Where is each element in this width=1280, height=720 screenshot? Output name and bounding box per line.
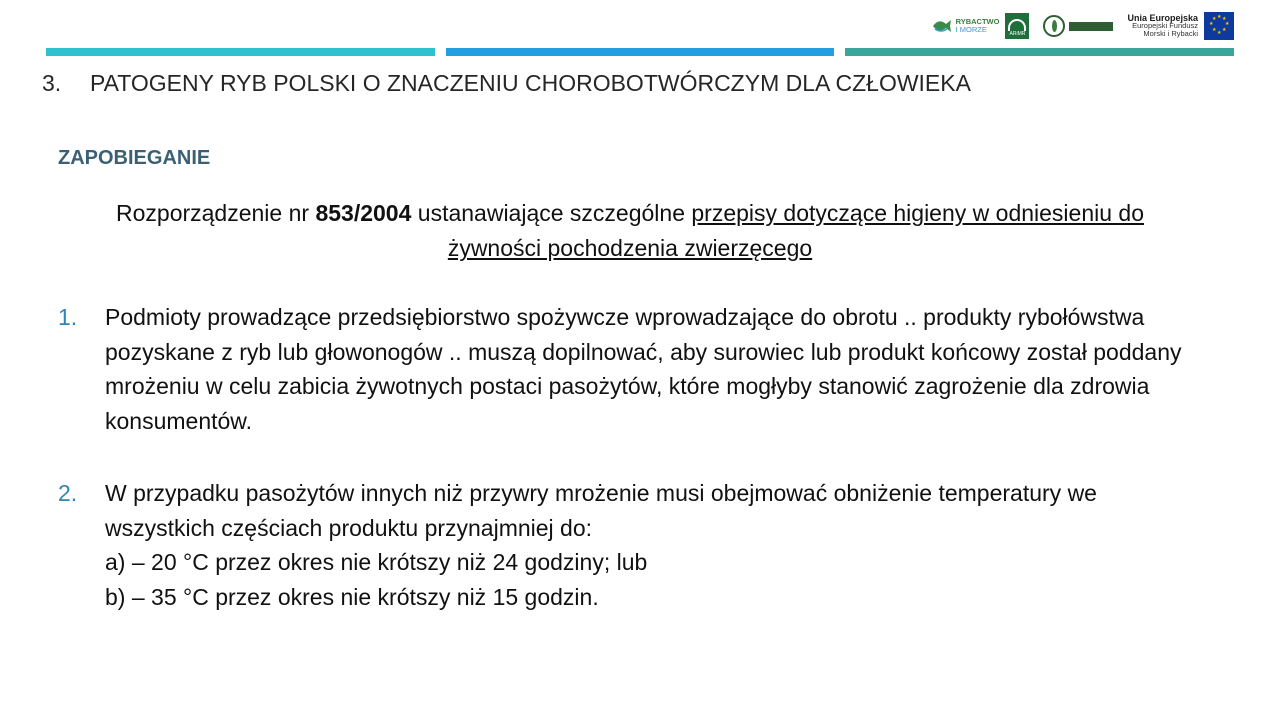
prow-bar (1069, 22, 1113, 31)
prow-logo (1043, 15, 1113, 37)
sub-item-a: a) – 20 °C przez okres nie krótszy niż 24 godziny; lub (105, 549, 648, 575)
regulation-underlined: przepisy dotyczące higieny w odniesieniu do żywności pochodzenia zwierzęcego (447, 200, 1144, 261)
list-item-text: Podmioty prowadzące przedsiębiorstwo spożywcze wprowadzające do obrotu .. produkty rybołówstwa pozyskane z ryb lub głowonogów .. muszą dopilnować, aby surowiec lub produkt końcowy został poddany mrożeniu w celu zabicia żywotnych postaci pasożytów, które mogłyby stanowić zagrożenie dla zdrowia konsumentów. (105, 304, 1182, 434)
regulation-prefix: Rozporządzenie nr (116, 200, 316, 226)
list-item (58, 476, 1208, 614)
partner-logos (931, 8, 1234, 44)
title-number: 3. (42, 70, 62, 96)
regulation-number: 853/2004 (315, 200, 412, 226)
section-heading: ZAPOBIEGANIE (58, 147, 211, 169)
rybactwo-line2: I MORZE (955, 25, 987, 34)
regulation-statement (100, 196, 1160, 266)
header-bar-teal (46, 48, 435, 56)
rybactwo-logo (931, 13, 1030, 39)
list-marker: 1. (58, 304, 78, 330)
wheat-icon (1043, 15, 1065, 37)
eu-logo (1127, 12, 1234, 40)
regulation-middle: ustanawiające szczególne (411, 200, 692, 226)
list-item (58, 300, 1208, 438)
eu-line2: Europejski Fundusz (1132, 21, 1198, 30)
sub-item-b: b) – 35 °C przez okres nie krótszy niż 15 godzin. (105, 583, 599, 610)
header-bar-blue (446, 48, 834, 56)
title-text: PATOGENY RYB POLSKI O ZNACZENIU CHOROBOTWÓRCZYM DLA CZŁOWIEKA (90, 70, 971, 96)
list-marker: 2. (58, 480, 78, 506)
fish-icon (931, 15, 953, 37)
rybactwo-line1: RYBACTWO (955, 17, 1000, 26)
arimr-logo (1005, 13, 1029, 39)
arimr-label: ARiMR (1009, 31, 1026, 37)
list-item-text: W przypadku pasożytów innych niż przywry mrożenie musi obejmować obniżenie temperatury we wszystkich częściach produktu przynajmniej do: (105, 480, 1097, 541)
eu-line1: Unia Europejska (1127, 13, 1198, 23)
header-bar-green (845, 48, 1234, 56)
eu-flag-icon: ★ ★ ★ ★ ★ ★ ★ ★ (1204, 12, 1234, 40)
eu-line3: Morski i Rybacki (1143, 29, 1198, 38)
slide-title (42, 70, 971, 97)
